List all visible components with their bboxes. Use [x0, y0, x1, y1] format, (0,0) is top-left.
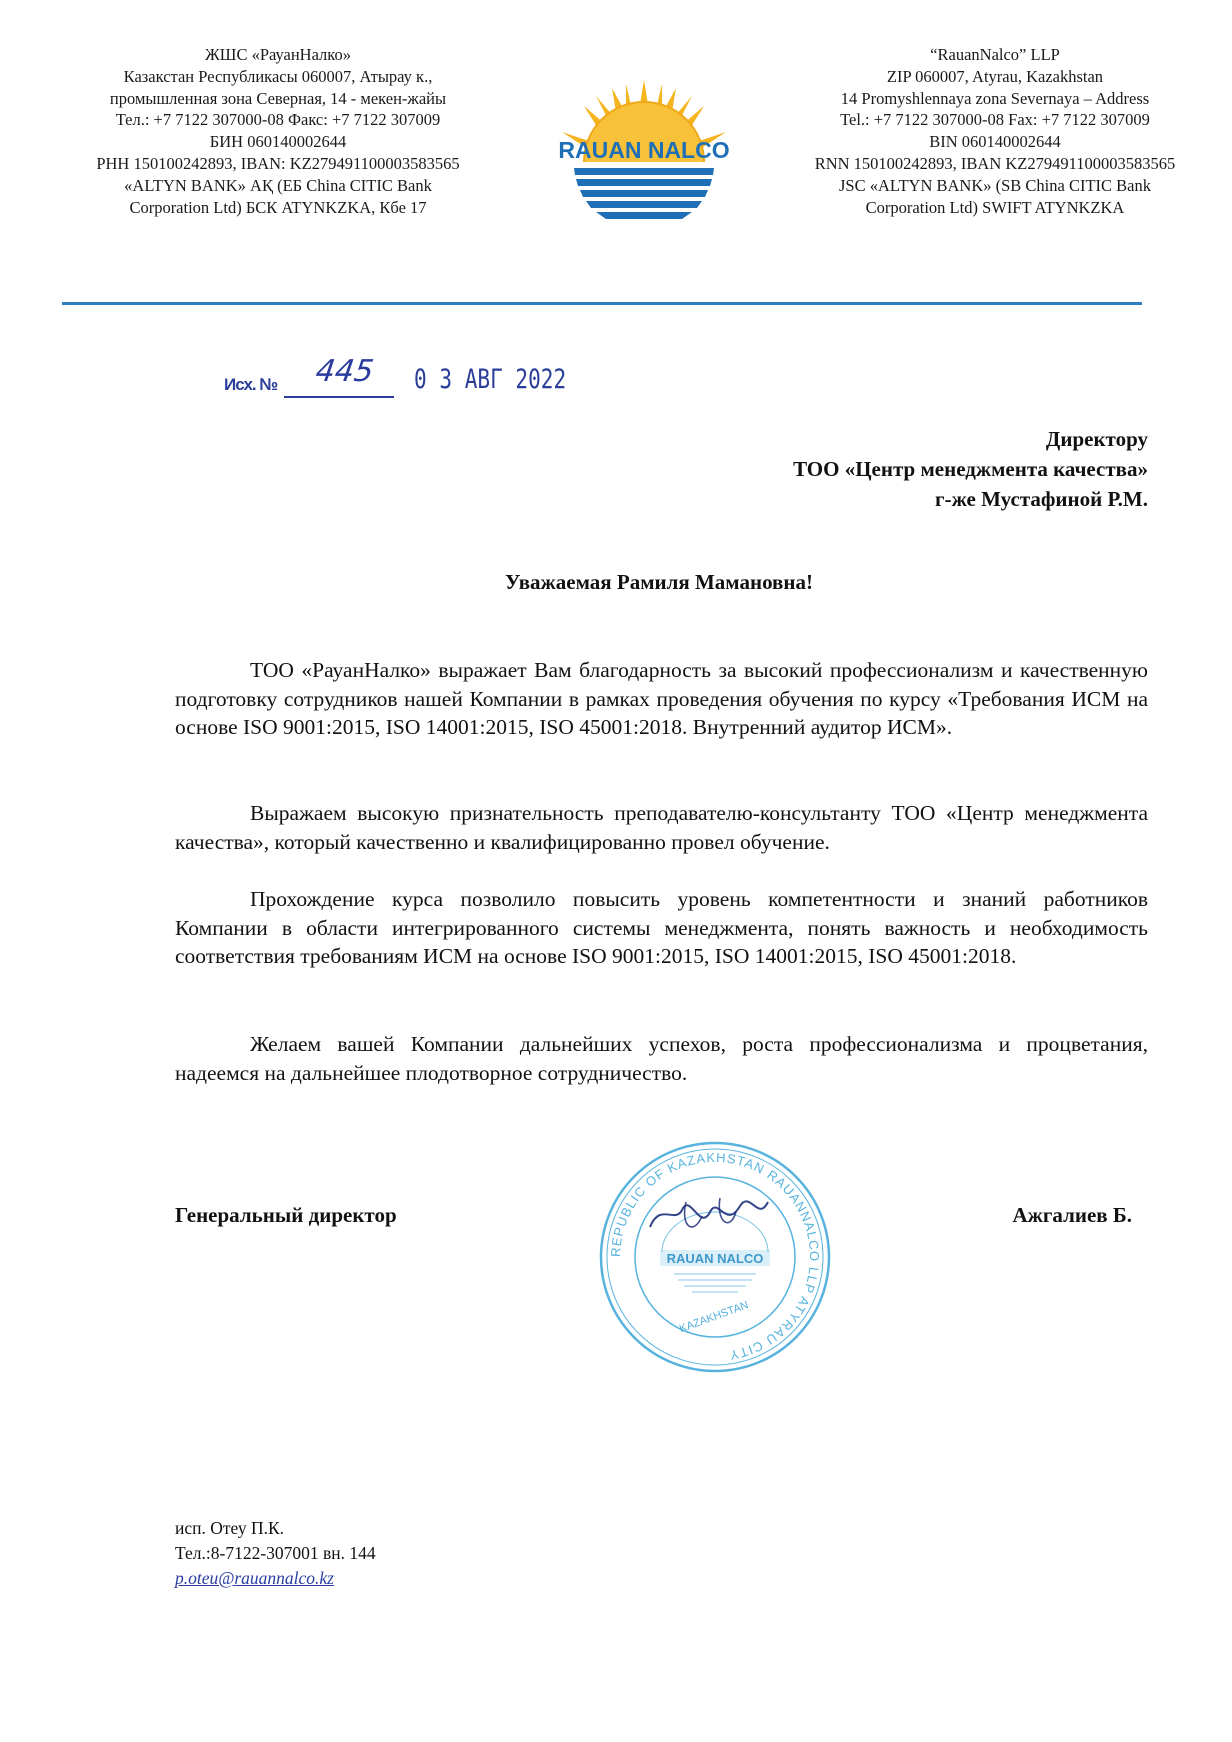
header-divider	[62, 302, 1142, 305]
header-left-line: промышленная зона Северная, 14 - мекен-жайы	[109, 88, 447, 108]
outgoing-number: 445	[313, 354, 376, 389]
body-paragraph: Прохождение курса позволило повысить уровень компетентности и знаний работников Компании в области интегрированного системы менеджмента, понять важность и необходимость соответствия требованиям ИСМ на основе ISO 9001:2015, ISO 14001:2015, ISO 45001:2018.	[175, 887, 1148, 968]
outgoing-label: Исх. №	[224, 375, 278, 394]
header-right-line: 14 Promyshlennaya zona Severnaya – Address	[840, 88, 1150, 108]
header-right-line: Tel.: +7 7122 307000-08 Fax: +7 7122 307009	[840, 110, 1150, 130]
header-left-line: Corporation Ltd) БСК ATYNKZKA, Кбе 17	[129, 197, 427, 217]
header-right-line: JSC «ALTYN BANK» (SB China CITIC Bank	[839, 175, 1151, 195]
signatory-title: Генеральный директор	[175, 1203, 397, 1227]
header-left-line: ЖШС «РауанНалко»	[205, 45, 351, 64]
signatory-name: Ажгалиев Б.	[1012, 1203, 1132, 1227]
executor-name: исп. Отеу П.К.	[175, 1518, 285, 1538]
header-left-line: БИН 060140002644	[209, 132, 347, 152]
seal-ring-text: REPUBLIC OF KAZAKHSTAN RAUANNALCO LLP ATYRAU CITY	[607, 1149, 823, 1363]
header-right-line: ZIP 060007, Atyrau, Kazakhstan	[886, 66, 1104, 86]
rauan-nalco-logo-icon	[522, 78, 766, 224]
header-left-line: РНН 150100242893, IBAN: KZ279491100003583565	[96, 153, 460, 173]
header-left-line: Тел.: +7 7122 307000-08 Факс: +7 7122 307009	[115, 110, 441, 130]
signature-scribble	[650, 1201, 768, 1227]
executor-email-link[interactable]: p.oteu@rauannalco.kz	[175, 1568, 334, 1588]
seal-icon	[590, 1132, 840, 1382]
header-left-line: «ALTYN BANK» АҚ (ЕБ China CITIC Bank	[124, 175, 432, 195]
addressee-line: ТОО «Центр менеджмента качества»	[793, 457, 1148, 481]
header-right-line: Corporation Ltd) SWIFT ATYNKZKA	[865, 197, 1125, 217]
outgoing-underline	[284, 396, 394, 398]
seal-bottom-text: KAZAKHSTAN	[677, 1299, 751, 1336]
body-paragraph: Выражаем высокую признательность преподавателю-консультанту ТОО «Центр менеджмента качества», который качественно и квалифицированно провел обучение.	[175, 801, 1148, 854]
header-right-line: BIN 060140002644	[929, 132, 1061, 152]
header-left-requisites	[48, 44, 508, 218]
executor-info	[175, 1516, 376, 1591]
seal-center-text: RAUAN NALCO	[666, 1251, 764, 1266]
sea-stripes-icon	[574, 168, 714, 219]
body-paragraph: Желаем вашей Компании дальнейших успехов, роста профессионализма и процветания, надеемся на дальнейшее плодотворное сотрудничество.	[175, 1032, 1148, 1085]
addressee-block	[793, 424, 1148, 514]
executor-phone: Тел.:8-7122-307001 вн. 144	[175, 1543, 376, 1563]
company-logo	[522, 78, 766, 224]
header-right-requisites	[770, 44, 1220, 218]
body-paragraph: ТОО «РауанНалко» выражает Вам благодарность за высокий профессионализм и качественную подготовку сотрудников нашей Компании в рамках проведения обучения по курсу «Требования ИСМ на основе ISO 9001:2015, ISO 14001:2015, ISO 45001:2018. Внутренний аудитор ИСМ».	[175, 658, 1148, 739]
addressee-line: Директору	[1045, 427, 1148, 451]
header-left-line: Казакстан Республикасы 060007, Атырау к.,	[123, 66, 433, 86]
company-seal	[590, 1132, 840, 1382]
salutation: Уважаемая Рамиля Мамановна!	[505, 570, 813, 594]
addressee-line: г-же Мустафиной Р.М.	[935, 487, 1148, 511]
outgoing-date: 0 3 АВГ 2022	[414, 364, 567, 395]
header-right-line: RNN 150100242893, IBAN KZ279491100003583565	[814, 153, 1176, 173]
logo-wordmark: RAUAN NALCO	[558, 137, 730, 163]
header-right-line: “RauanNalco” LLP	[930, 45, 1060, 64]
